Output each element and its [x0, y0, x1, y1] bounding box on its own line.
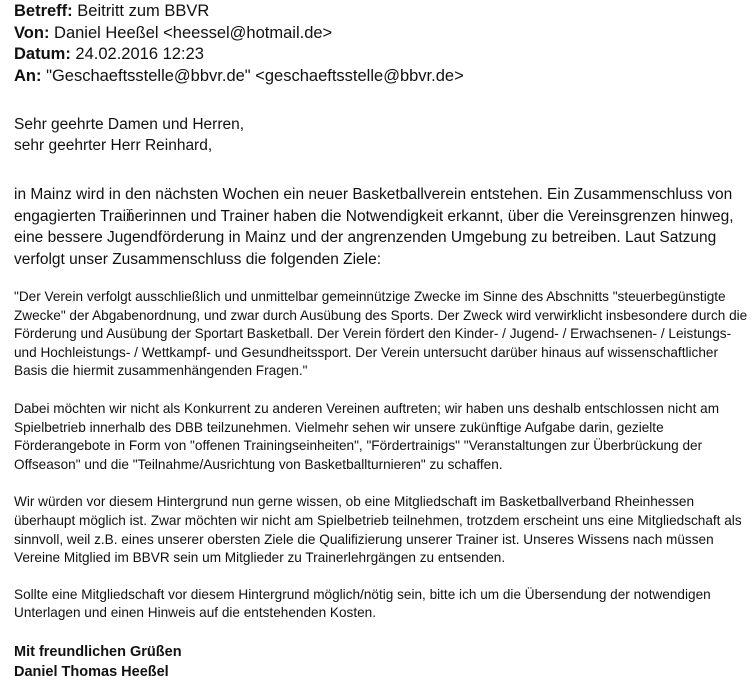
header-date-key: Datum: — [14, 45, 71, 63]
header-subject-key: Betreff: — [14, 2, 73, 20]
intro-paragraph — [14, 184, 749, 270]
header-date — [14, 44, 749, 66]
intro-text: in Mainz wird in den nächsten Wochen ein neuer Basketballverein entstehen. Ein Zusammenschluss von engagierten Trainerinnen und Trainer haben die Notwendigkeit erkannt, über die Vereinsgrenzen hinweg, eine bessere Jugendförderung in Mainz und der angrenzenden Umgebung zu betreiben. Laut Satzung verfolgt unser Zusammenschluss die folgenden Ziele: — [14, 186, 734, 268]
body-paragraph-3: Wir würden vor diesem Hintergrund nun gerne wissen, ob eine Mitgliedschaft im Basketballverband Rheinhessen überhaupt möglich ist. Zwar möchten wir nicht am Spielbetrieb teilnehmen, trotzdem erscheint uns eine Mitgliedschaft als sinnvoll, weil z.B. eines unserer obersten Ziele die Qualifizierung unserer Trainer ist. Unseres Wissens nach müssen Vereine Mitglied im BBVR sein um Mitglieder zu Trainerlehrgängen zu entsenden. — [14, 494, 742, 566]
header-subject — [14, 1, 749, 23]
header-subject-value: Beitritt zum BBVR — [72, 2, 210, 20]
quoted-goals-paragraph: "Der Verein verfolgt ausschließlich und unmittelbar gemeinnützige Zwecke im Sinne des Abschnitts "steuerbegünstigte Zwecke" der Abgabenordnung, und zwar durch Ausübung des Sports. Der Zweck wird verwirklicht insbesondere durch die Förderung und Ausübung der Sportart Basketball. Der Verein fördert den Kinder- / Jugend- / Erwachsenen- / Leistungs- und Hochleistungs- / Wettkampf- und Gesundheitssport. Der Verein untersucht darüber hinaus auf wissenschaftlicher Basis die hiermit zusammenhängenden Fragen." — [14, 289, 748, 379]
header-date-value: 24.02.2016 12:23 — [70, 45, 204, 63]
salutation-line-1: Sehr geehrte Damen und Herren, — [14, 116, 245, 133]
email-headers — [14, 1, 749, 87]
body-paragraph-2: Dabei möchten wir nicht als Konkurrent zu anderen Vereinen auftreten; wir haben uns deshalb entschlossen nicht am Spielbetrieb innerhalb des DBB teilzunehmen. Vielmehr sehen wir unsere zukünftige Aufgabe darin, gezielte Förderangebote in Form von "offenen Trainingseinheiten", "Fördertrainigs" "Veranstaltungen zur Überbrückung der Offseason" und die "Teilnahme/Ausrichtung von Basketballturnieren" zu schaffen. — [14, 400, 720, 472]
header-to — [14, 66, 749, 88]
salutation-line-2: sehr geehrter Herr Reinhard, — [14, 137, 213, 154]
closing-greeting: Mit freundlichen Grüßen — [14, 643, 182, 660]
text-cursor-icon — [126, 209, 133, 221]
closing — [14, 642, 749, 682]
signature-name: Daniel Thomas Heeßel — [14, 663, 169, 680]
email-message — [14, 0, 749, 682]
header-from — [14, 23, 749, 45]
header-from-value: Daniel Heeßel <heessel@hotmail.de> — [49, 23, 333, 42]
body-paragraph-4: Sollte eine Mitgliedschaft vor diesem Hintergrund möglich/nötig sein, bitte ich um die Übersendung der notwendigen Unterlagen und einen Hinweis auf die entstehenden Kosten. — [14, 586, 711, 621]
header-to-value: "Geschaeftsstelle@bbvr.de" <geschaeftsstelle@bbvr.de> — [41, 66, 464, 85]
header-from-key: Von: — [14, 23, 50, 42]
salutation — [14, 114, 749, 156]
header-to-key: An: — [14, 66, 42, 85]
